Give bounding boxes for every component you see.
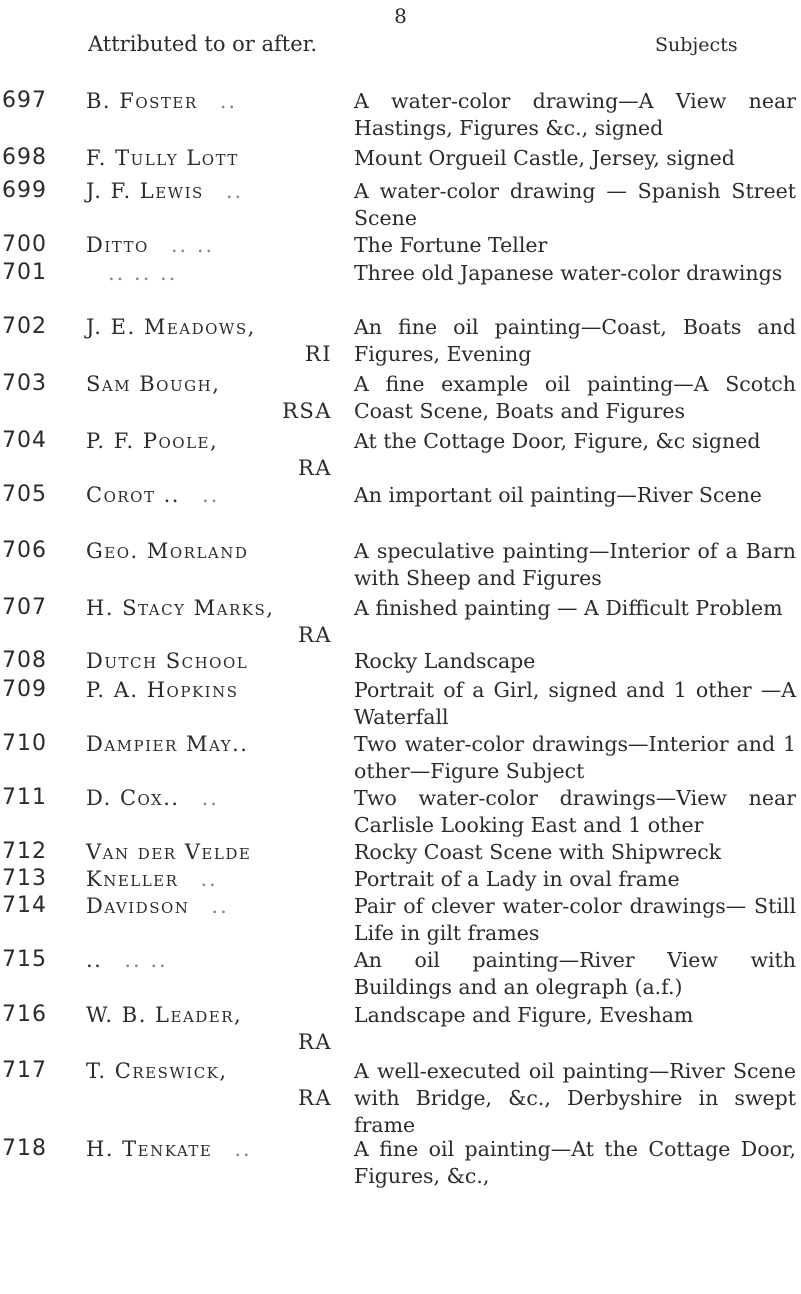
lot-number: 697 — [2, 88, 47, 113]
lot-artist — [86, 839, 348, 866]
lot-subject: Portrait of a Girl, signed and 1 other —A Waterfall — [354, 678, 796, 729]
lot-artist — [86, 260, 348, 287]
artist-name: Davidson — [86, 894, 190, 918]
artist-rank: RA — [298, 1086, 332, 1110]
artist-rank: RA — [298, 623, 332, 647]
column-header-attributed: Attributed to or after. — [88, 32, 318, 56]
lot-artist — [86, 866, 348, 893]
artist-rank: RA — [298, 456, 332, 480]
page-number: 8 — [394, 4, 407, 28]
lot-subject: A fine oil painting—At the Cottage Door, Figures, &c., — [354, 1137, 796, 1188]
artist-name: .. — [86, 948, 103, 972]
lot-artist — [86, 1058, 348, 1112]
lot-subject: The Fortune Teller — [354, 233, 548, 257]
artist-name: P. A. Hopkins — [86, 678, 239, 702]
lot-number: 716 — [2, 1002, 47, 1027]
lot-subject: A finished painting — A Difficult Problem — [354, 596, 783, 620]
column-header-subjects: Subjects — [655, 34, 738, 56]
artist-rank: RSA — [282, 399, 332, 423]
lot-artist — [86, 731, 348, 758]
lot-number: 704 — [2, 428, 47, 453]
lot-number: 707 — [2, 595, 47, 620]
lot-number: 711 — [2, 785, 47, 810]
lot-number: 705 — [2, 482, 47, 507]
lot-number: 718 — [2, 1136, 47, 1161]
artist-name: Geo. Morland — [86, 539, 249, 563]
artist-name: Dampier May.. — [86, 732, 249, 756]
lot-artist — [86, 88, 348, 115]
artist-rank: RI — [304, 342, 332, 366]
leader-dots: .. — [211, 894, 229, 918]
lot-number: 700 — [2, 232, 47, 257]
lot-subject: Rocky Landscape — [354, 649, 536, 673]
artist-name: Van der Velde — [86, 840, 252, 864]
artist-name: W. B. Leader, — [86, 1003, 243, 1027]
lot-number: 714 — [2, 893, 47, 918]
lot-artist — [86, 371, 348, 425]
leader-dots: .. .. — [124, 948, 168, 972]
artist-name: J. F. Lewis — [86, 179, 204, 203]
lot-artist — [86, 428, 348, 482]
lot-subject: Two water-color drawings—Interior and 1 other—Figure Subject — [354, 732, 796, 783]
artist-name: P. F. Poole, — [86, 429, 219, 453]
lot-subject: Rocky Coast Scene with Shipwreck — [354, 840, 722, 864]
lot-subject: Mount Orgueil Castle, Jersey, signed — [354, 146, 735, 170]
artist-name: Ditto — [86, 233, 149, 257]
artist-name: B. Foster — [86, 89, 198, 113]
lot-subject: Two water-color drawings—View near Carlisle Looking East and 1 other — [354, 786, 796, 837]
artist-name: Corot .. — [86, 483, 180, 507]
lot-number: 701 — [2, 260, 47, 285]
lot-number: 698 — [2, 145, 47, 170]
lot-number: 702 — [2, 314, 47, 339]
lot-number: 703 — [2, 371, 47, 396]
lot-artist — [86, 947, 348, 974]
lot-artist — [86, 648, 348, 675]
artist-name: D. Cox.. — [86, 786, 180, 810]
artist-name: H. Tenkate — [86, 1137, 213, 1161]
lot-subject: An fine oil painting—Coast, Boats and Figures, Evening — [354, 315, 796, 366]
lot-artist — [86, 1136, 348, 1163]
artist-name: J. E. Meadows, — [86, 315, 256, 339]
artist-name: F. Tully Lott — [86, 146, 239, 170]
lot-subject: An important oil painting—River Scene — [354, 483, 762, 507]
artist-rank: RA — [298, 1030, 332, 1054]
artist-name: Dutch School — [86, 649, 249, 673]
lot-number: 709 — [2, 677, 47, 702]
lot-number: 708 — [2, 648, 47, 673]
artist-name: H. Stacy Marks, — [86, 596, 275, 620]
lot-artist — [86, 893, 348, 920]
lot-artist — [86, 314, 348, 368]
lot-number: 715 — [2, 947, 47, 972]
lot-subject: Landscape and Figure, Evesham — [354, 1003, 694, 1027]
leader-dots: .. — [219, 89, 238, 113]
lot-subject: A fine example oil painting—A Scotch Coast Scene, Boats and Figures — [354, 372, 796, 423]
lot-subject: An oil painting—River View with Buildings and an olegraph (a.f.) — [354, 948, 796, 999]
lot-artist — [86, 232, 348, 259]
lot-number: 706 — [2, 538, 47, 563]
lot-artist — [86, 482, 348, 509]
leader-dots: .. — [201, 786, 219, 810]
lot-artist — [86, 677, 348, 704]
lot-artist — [86, 178, 348, 205]
leader-dots: .. .. .. — [108, 261, 178, 285]
lot-artist — [86, 1002, 348, 1056]
lot-number: 713 — [2, 866, 47, 891]
leader-dots: .. — [234, 1137, 252, 1161]
lot-number: 712 — [2, 839, 47, 864]
lot-number: 710 — [2, 731, 47, 756]
leader-dots: .. — [200, 867, 218, 891]
lot-subject: Three old Japanese water-color drawings — [354, 261, 783, 285]
lot-artist — [86, 595, 348, 649]
lot-artist — [86, 538, 348, 565]
artist-name: T. Creswick, — [86, 1059, 228, 1083]
lot-artist — [86, 145, 348, 172]
leader-dots: .. — [225, 179, 244, 203]
artist-name: Sam Bough, — [86, 372, 221, 396]
lot-subject: A water-color drawing—A View near Hastings, Figures &c., signed — [354, 89, 796, 140]
lot-number: 717 — [2, 1058, 47, 1083]
leader-dots: .. — [202, 483, 220, 507]
artist-name: Kneller — [86, 867, 179, 891]
lot-subject: Portrait of a Lady in oval frame — [354, 867, 680, 891]
lot-subject: A water-color drawing — Spanish Street Scene — [354, 179, 796, 230]
leader-dots: .. .. — [170, 233, 215, 257]
lot-number: 699 — [2, 178, 47, 203]
lot-artist — [86, 785, 348, 812]
lot-subject: At the Cottage Door, Figure, &c signed — [354, 429, 761, 453]
lot-subject: A well-executed oil painting—River Scene with Bridge, &c., Derbyshire in swept frame — [354, 1059, 796, 1137]
lot-subject: A speculative painting—Interior of a Barn with Sheep and Figures — [354, 539, 796, 590]
lot-subject: Pair of clever water-color drawings— Still Life in gilt frames — [354, 894, 796, 945]
